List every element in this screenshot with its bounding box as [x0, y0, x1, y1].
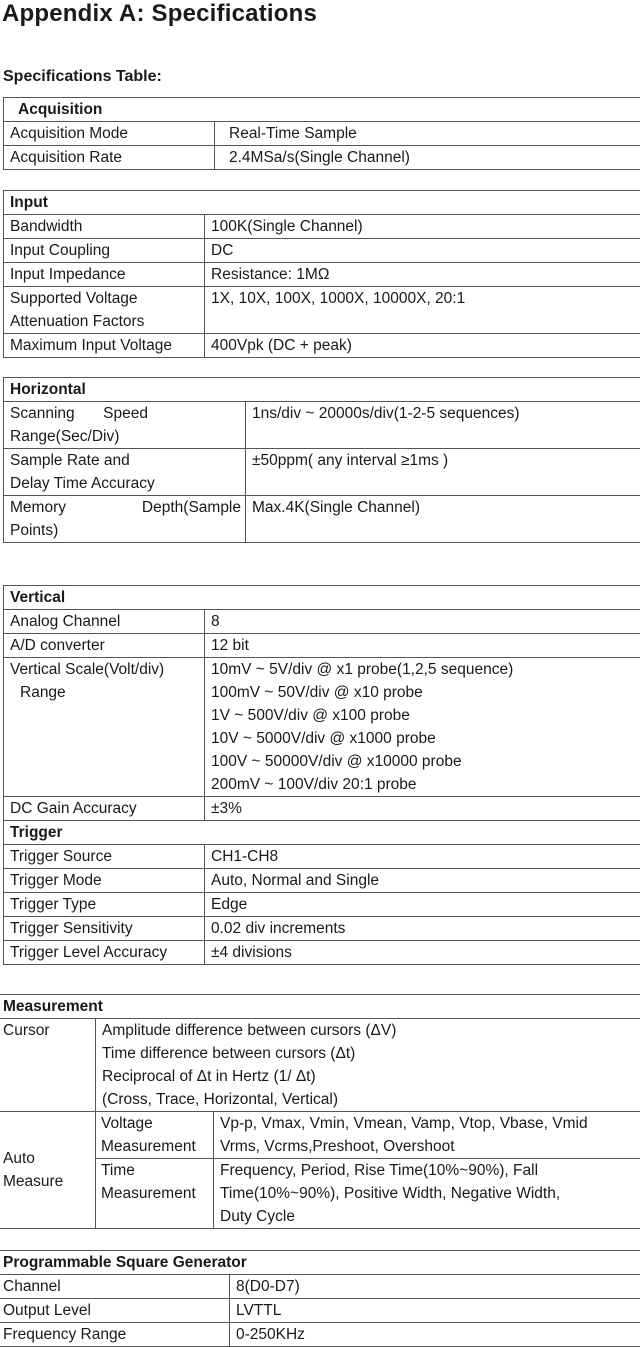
input-header: Input — [4, 191, 640, 215]
table-row — [4, 917, 640, 941]
spec-label: Trigger Type — [4, 893, 205, 917]
table-row — [4, 402, 640, 449]
value-line: Vrms, Vcrms,Preshoot, Overshoot — [220, 1135, 639, 1158]
value-line: Time(10%~90%), Positive Width, Negative Width, — [220, 1182, 639, 1205]
label-line: Measurement — [101, 1135, 209, 1158]
spec-sublabel — [96, 1159, 214, 1229]
spec-label — [0, 1112, 96, 1229]
spec-label — [4, 402, 246, 449]
spec-value: 1X, 10X, 100X, 1000X, 10000X, 20:1 — [205, 287, 640, 334]
value-line: Reciprocal of Δt in Hertz (1/ Δt) — [102, 1065, 639, 1088]
spec-value: 1ns/div ~ 20000s/div(1-2-5 sequences) — [246, 402, 640, 449]
label-line: Delay Time Accuracy — [10, 472, 241, 495]
table-row — [0, 1323, 640, 1347]
spec-value: ±3% — [205, 797, 640, 821]
value-line: Duty Cycle — [220, 1205, 639, 1228]
spec-label: Acquisition Rate — [4, 146, 215, 170]
label-line: Time — [101, 1159, 209, 1182]
spec-label: Trigger Source — [4, 845, 205, 869]
table-row — [4, 869, 640, 893]
table-row — [4, 845, 640, 869]
value-line: 1V ~ 500V/div @ x100 probe — [211, 704, 638, 727]
value-line: 10V ~ 5000V/div @ x1000 probe — [211, 727, 638, 750]
table-row — [0, 1299, 640, 1323]
label-line: Range(Sec/Div) — [10, 425, 241, 448]
table-row — [0, 1019, 640, 1112]
spec-label: Input Impedance — [4, 263, 205, 287]
measurement-header: Measurement — [0, 995, 640, 1019]
table-row — [4, 634, 640, 658]
value-line: Amplitude difference between cursors (ΔV) — [102, 1019, 639, 1042]
spec-value: DC — [205, 239, 640, 263]
spec-label: DC Gain Accuracy — [4, 797, 205, 821]
spec-label: Analog Channel — [4, 610, 205, 634]
spec-label: Input Coupling — [4, 239, 205, 263]
spec-label — [4, 449, 246, 496]
label-line: Range — [10, 681, 200, 704]
table-row — [4, 122, 640, 146]
label-line: Measurement — [101, 1182, 209, 1205]
spec-value — [205, 658, 640, 797]
value-line: Frequency, Period, Rise Time(10%~90%), Fall — [220, 1159, 639, 1182]
spec-value: Real-Time Sample — [215, 122, 640, 146]
label-word: Speed — [103, 402, 148, 425]
label-line: Points) — [10, 519, 241, 542]
value-line: 200mV ~ 100V/div 20:1 probe — [211, 773, 638, 796]
label-word: Depth(Sample — [142, 496, 241, 519]
spec-label — [4, 658, 205, 797]
label-line: Sample Rate and — [10, 449, 241, 472]
spec-value: 400Vpk (DC + peak) — [205, 334, 640, 358]
table-row — [4, 449, 640, 496]
page-title: Appendix A: Specifications — [2, 0, 317, 28]
table-row — [4, 496, 640, 543]
table-row — [4, 797, 640, 821]
table-row — [4, 146, 640, 170]
spec-label: Frequency Range — [0, 1323, 230, 1347]
table-row — [4, 941, 640, 965]
spec-label: A/D converter — [4, 634, 205, 658]
value-line: 10mV ~ 5V/div @ x1 probe(1,2,5 sequence) — [211, 658, 638, 681]
value-line: Vp-p, Vmax, Vmin, Vmean, Vamp, Vtop, Vbase, Vmid — [220, 1112, 639, 1135]
spec-label: Bandwidth — [4, 215, 205, 239]
spec-value: Edge — [205, 893, 640, 917]
spec-label — [4, 496, 246, 543]
table-row — [4, 658, 640, 797]
spec-value — [214, 1159, 640, 1229]
spec-value: LVTTL — [230, 1299, 640, 1323]
table-row — [4, 334, 640, 358]
input-table — [3, 190, 640, 358]
table-row — [4, 239, 640, 263]
spec-sublabel — [96, 1112, 214, 1159]
measurement-table — [0, 994, 640, 1229]
table-row — [4, 893, 640, 917]
label-line: Voltage — [101, 1112, 209, 1135]
value-line: 100mV ~ 50V/div @ x10 probe — [211, 681, 638, 704]
spec-value: 0.02 div increments — [205, 917, 640, 941]
table-row — [4, 215, 640, 239]
label-line: Auto — [3, 1147, 91, 1170]
spec-value: 2.4MSa/s(Single Channel) — [215, 146, 640, 170]
spec-value — [96, 1019, 640, 1112]
label-line: Attenuation Factors — [10, 310, 200, 333]
value-line: 100V ~ 50000V/div @ x10000 probe — [211, 750, 638, 773]
table-row — [4, 287, 640, 334]
spec-label: Output Level — [0, 1299, 230, 1323]
spec-value: Max.4K(Single Channel) — [246, 496, 640, 543]
value-line: (Cross, Trace, Horizontal, Vertical) — [102, 1088, 639, 1111]
spec-value: 8(D0-D7) — [230, 1275, 640, 1299]
horizontal-table — [3, 377, 640, 543]
spec-value: CH1-CH8 — [205, 845, 640, 869]
spec-label: Trigger Mode — [4, 869, 205, 893]
square-generator-table — [0, 1250, 640, 1347]
table-row — [0, 1112, 640, 1159]
spec-label — [4, 287, 205, 334]
spec-label: Trigger Level Accuracy — [4, 941, 205, 965]
trigger-header: Trigger — [4, 821, 640, 845]
table-row — [4, 263, 640, 287]
label-word: Memory — [10, 496, 66, 519]
label-line: Measure — [3, 1170, 91, 1193]
acquisition-table — [3, 97, 640, 170]
spec-value: Resistance: 1MΩ — [205, 263, 640, 287]
table-row — [0, 1159, 640, 1229]
acquisition-header: Acquisition — [4, 98, 640, 122]
table-row — [4, 610, 640, 634]
label-line: Supported Voltage — [10, 287, 200, 310]
spec-label: Channel — [0, 1275, 230, 1299]
spec-value — [214, 1112, 640, 1159]
vertical-table — [3, 585, 640, 965]
spec-value: 100K(Single Channel) — [205, 215, 640, 239]
square-generator-header: Programmable Square Generator — [0, 1251, 640, 1275]
spec-value: ±4 divisions — [205, 941, 640, 965]
section-subtitle: Specifications Table: — [3, 68, 162, 86]
spec-label: Maximum Input Voltage — [4, 334, 205, 358]
spec-value: ±50ppm( any interval ≥1ms ) — [246, 449, 640, 496]
spec-value: 12 bit — [205, 634, 640, 658]
horizontal-header: Horizontal — [4, 378, 640, 402]
label-line: Vertical Scale(Volt/div) — [10, 658, 200, 681]
table-row — [0, 1275, 640, 1299]
spec-label: Acquisition Mode — [4, 122, 215, 146]
spec-value: 0-250KHz — [230, 1323, 640, 1347]
spec-label: Cursor — [0, 1019, 96, 1112]
spec-value: 8 — [205, 610, 640, 634]
vertical-header: Vertical — [4, 586, 640, 610]
label-word: Scanning — [10, 402, 75, 425]
spec-value: Auto, Normal and Single — [205, 869, 640, 893]
value-line: Time difference between cursors (Δt) — [102, 1042, 639, 1065]
spec-label: Trigger Sensitivity — [4, 917, 205, 941]
